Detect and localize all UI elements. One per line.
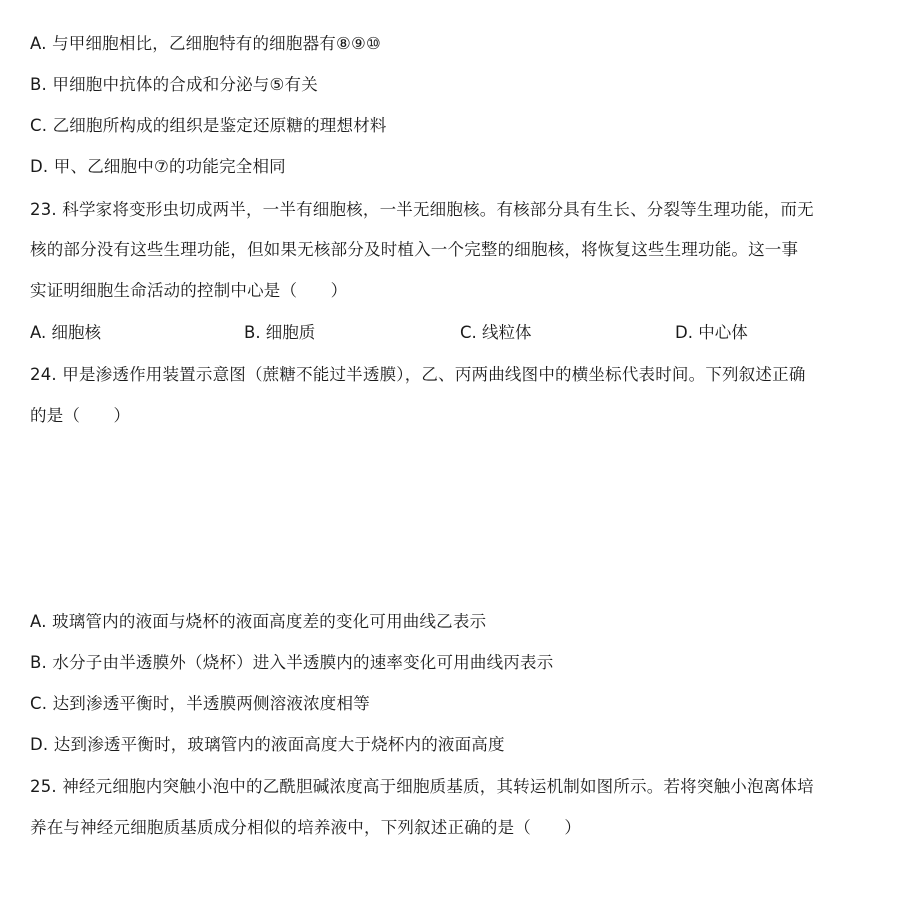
figure-placeholder <box>30 440 890 600</box>
q23-option-b: B. 细胞质 <box>244 323 316 342</box>
q22-option-b: B. 甲细胞中抗体的合成和分泌与⑤有关 <box>30 75 318 94</box>
q24-option-b: B. 水分子由半透膜外（烧杯）进入半透膜内的速率变化可用曲线丙表示 <box>30 653 554 672</box>
q25-stem-line-2: 养在与神经元细胞质基质成分相似的培养液中，下列叙述正确的是（ ） <box>30 818 582 837</box>
q24-option-d: D. 达到渗透平衡时，玻璃管内的液面高度大于烧杯内的液面高度 <box>30 735 505 754</box>
q23-option-a: A. 细胞核 <box>30 323 101 342</box>
q23-stem-line-2: 核的部分没有这些生理功能，但如果无核部分及时植入一个完整的细胞核，将恢复这些生理功能。这一事 <box>30 240 799 259</box>
q22-option-a: A. 与甲细胞相比，乙细胞特有的细胞器有⑧⑨⑩ <box>30 34 381 53</box>
q23-stem-line-1: 23. 科学家将变形虫切成两半，一半有细胞核，一半无细胞核。有核部分具有生长、分裂等生理功能，而无 <box>30 200 814 219</box>
q24-stem-line-1: 24. 甲是渗透作用装置示意图（蔗糖不能过半透膜），乙、丙两曲线图中的横坐标代表时间。下列叙述正确 <box>30 365 806 384</box>
q23-option-c: C. 线粒体 <box>460 323 532 342</box>
q24-option-a: A. 玻璃管内的液面与烧杯的液面高度差的变化可用曲线乙表示 <box>30 612 487 631</box>
q24-stem-line-2: 的是（ ） <box>30 406 131 425</box>
q23-options-row <box>30 323 900 343</box>
q22-option-d: D. 甲、乙细胞中⑦的功能完全相同 <box>30 157 286 176</box>
q24-option-c: C. 达到渗透平衡时，半透膜两侧溶液浓度相等 <box>30 694 370 713</box>
q25-stem-line-1: 25. 神经元细胞内突触小泡中的乙酰胆碱浓度高于细胞质基质，其转运机制如图所示。若将突触小泡离体培 <box>30 777 814 796</box>
q23-option-d: D. 中心体 <box>675 323 748 342</box>
q23-stem-line-3: 实证明细胞生命活动的控制中心是（ ） <box>30 281 348 300</box>
q22-option-c: C. 乙细胞所构成的组织是鉴定还原糖的理想材料 <box>30 116 387 135</box>
